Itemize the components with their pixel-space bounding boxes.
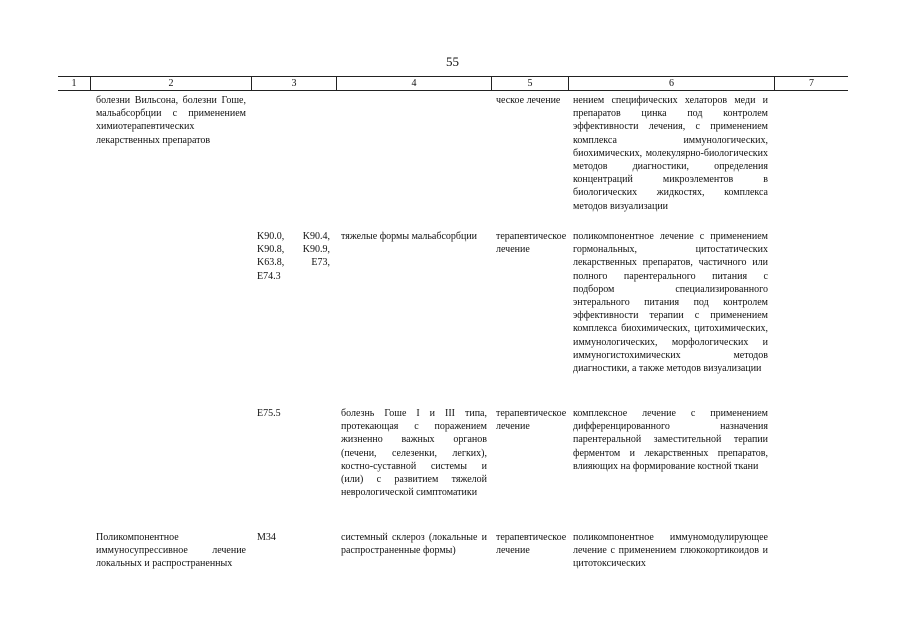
treatment-type-cell: терапевтическое лечение: [496, 408, 567, 433]
treatment-type-cell: терапевтическое лечение: [496, 532, 567, 557]
header-col-1: 1: [71, 78, 77, 89]
treatment-method-cell: нением специфических хелаторов меди и препаратов цинка под контролем эффективности лечения, с применением комплекса иммунологических, биохимических, молекулярно-биологических методов диагностики, определения концентраций микроэлементов в биологических жидкостях, комплекса методов визуализации: [573, 95, 768, 212]
header-col-4: 4: [411, 78, 417, 89]
page-number: 55: [446, 54, 459, 69]
treatment-type-cell: терапевтическое лечение: [496, 231, 567, 256]
icd-code-cell: K90.0, K90.4, K90.8, K90.9, K63.8, E73, E74.3: [257, 231, 330, 282]
header-col-5: 5: [527, 78, 533, 89]
table-row: [58, 531, 848, 581]
icd-code-cell: E75.5: [257, 408, 281, 419]
treatment-type-cell: ческое лечение: [496, 95, 561, 106]
service-name-cell: болезни Вильсона, болезни Гоше, мальабсорбции с применением химиотерапевтических лекарственных препаратов: [96, 95, 246, 146]
medical-care-table: [58, 76, 848, 581]
service-name-cell: Поликомпонентное иммуносупрессивное лечение локальных и распространенных: [96, 532, 246, 570]
table-row: [58, 407, 848, 531]
treatment-method-cell: поликомпонентное иммуномодулирующее лечение с применением глюкокортикоидов и цитотоксических: [573, 532, 768, 570]
table-header-row: [58, 76, 848, 91]
header-col-2: 2: [168, 78, 174, 89]
treatment-method-cell: комплексное лечение с применением дифференцированного назначения парентеральной заместительной терапии ферментом и лекарственных препаратов, влияющих на формирование костной ткани: [573, 408, 768, 472]
treatment-method-cell: поликомпонентное лечение с применением гормональных, цитостатических лекарственных препаратов, частичного или полного парентерального питания с подбором специализированного энтерального питания под контролем эффективности терапии с применением комплекса биохимических, цитохимических, иммунологических, морфологических и иммуногистохимических методов диагностики, а также методов визуализации: [573, 231, 768, 375]
patient-model-cell: системный склероз (локальные и распространенные формы): [341, 532, 487, 557]
icd-code-cell: M34: [257, 532, 276, 543]
patient-model-cell: болезнь Гоше I и III типа, протекающая с поражением жизненно важных органов (печени, селезенки, легких), костно-суставной системы и (или) с развитием тяжелой неврологической симптоматики: [341, 408, 487, 499]
table-row: [58, 94, 848, 230]
table-row: [58, 230, 848, 407]
header-col-6: 6: [669, 78, 674, 89]
header-col-7: 7: [809, 78, 814, 89]
patient-model-cell: тяжелые формы мальабсорбции: [341, 231, 478, 242]
header-col-3: 3: [291, 78, 297, 89]
